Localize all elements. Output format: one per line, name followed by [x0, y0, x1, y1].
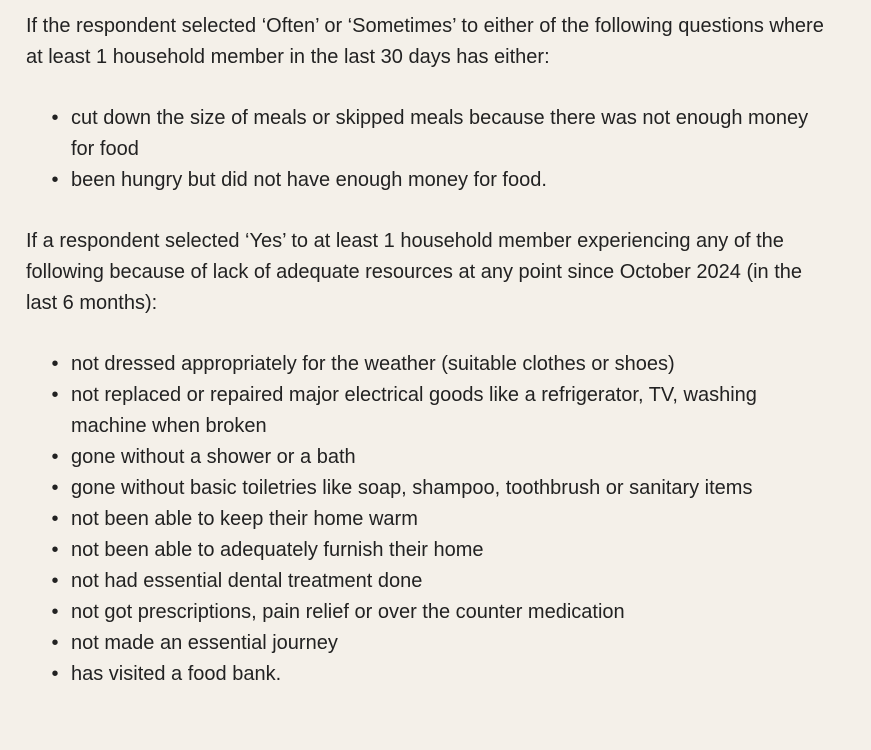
- list-item-text: has visited a food bank.: [71, 663, 282, 685]
- list-item: [51, 535, 826, 566]
- intro-paragraph-2: If a respondent selected ‘Yes’ to at least 1 household member experiencing any of the following because of lack of adequate resources at any point since October 2024 (in the last 6 months):: [26, 230, 803, 314]
- list-item: [51, 566, 826, 597]
- list-item: [51, 504, 826, 535]
- list-item: [51, 349, 826, 380]
- list-item: [51, 473, 826, 504]
- list-item: [51, 165, 826, 196]
- bullet-icon: •: [51, 169, 59, 191]
- list-item: [51, 380, 826, 442]
- bullet-icon: •: [51, 107, 59, 129]
- list-item-text: not got prescriptions, pain relief or over the counter medication: [71, 601, 625, 623]
- list-item-text: been hungry but did not have enough money for food.: [71, 169, 547, 191]
- list-item: [51, 597, 826, 628]
- list-item-text: not been able to keep their home warm: [71, 508, 418, 530]
- bullet-icon: •: [51, 384, 59, 406]
- bullet-icon: •: [51, 632, 59, 654]
- bullet-icon: •: [51, 570, 59, 592]
- bullet-icon: •: [51, 477, 59, 499]
- list-item-text: not had essential dental treatment done: [71, 570, 423, 592]
- list-item-text: not dressed appropriately for the weather (suitable clothes or shoes): [71, 353, 675, 375]
- food-insecurity-criteria-list: [26, 103, 826, 196]
- list-item-text: cut down the size of meals or skipped meals because there was not enough money for food: [71, 107, 809, 160]
- list-item-text: gone without basic toiletries like soap, shampoo, toothbrush or sanitary items: [71, 477, 753, 499]
- deprivation-criteria-list: [26, 349, 826, 690]
- bullet-icon: •: [51, 539, 59, 561]
- list-item-text: not been able to adequately furnish their home: [71, 539, 484, 561]
- document-body: [26, 11, 826, 690]
- list-item-text: not replaced or repaired major electrical goods like a refrigerator, TV, washing machine when broken: [71, 384, 757, 437]
- bullet-icon: •: [51, 508, 59, 530]
- bullet-icon: •: [51, 601, 59, 623]
- bullet-icon: •: [51, 446, 59, 468]
- list-item-text: gone without a shower or a bath: [71, 446, 356, 468]
- list-item: [51, 628, 826, 659]
- list-item: [51, 659, 826, 690]
- bullet-icon: •: [51, 663, 59, 685]
- bullet-icon: •: [51, 353, 59, 375]
- list-item: [51, 442, 826, 473]
- intro-paragraph-1: If the respondent selected ‘Often’ or ‘Sometimes’ to either of the following questions where at least 1 household member in the last 30 days has either:: [26, 15, 824, 68]
- list-item: [51, 103, 826, 165]
- list-item-text: not made an essential journey: [71, 632, 338, 654]
